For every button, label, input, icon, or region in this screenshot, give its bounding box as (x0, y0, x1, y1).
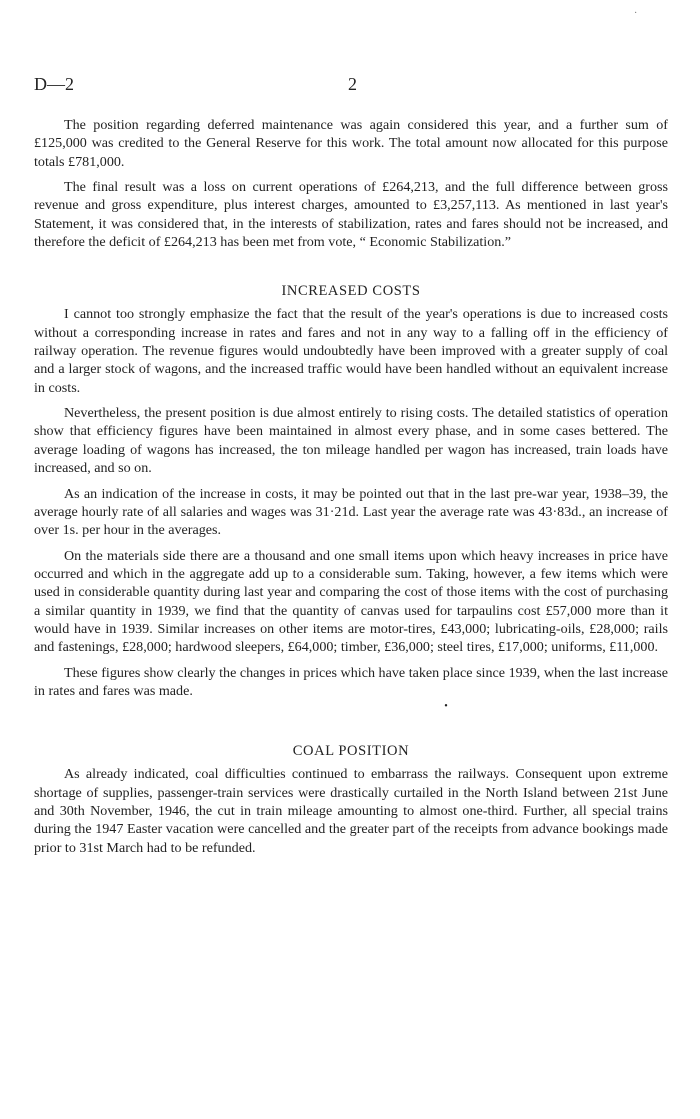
paragraph-increased-costs-4: On the materials side there are a thousand and one small items upon which heavy increases in price have occurred and which in the aggregate add up to a considerable sum. Taking, however, a few items which were used in considerable quantity during last year and comparing the cost of those items with the cost of purchasing a similar quantity in 1939, we find that the quantity of canvas used for tarpaulins cost £57,000 more than it would have in 1939. Similar increases on other items are motor-tires, £43,000; lubricating-oils, £28,000; rails and fastenings, £28,000; hardwood sleepers, £64,000; timber, £36,000; steel tires, £17,000; uniforms, £11,000. (34, 547, 668, 656)
paragraph-increased-costs-2: Nevertheless, the present position is due almost entirely to rising costs. The detailed statistics of operation show that efficiency figures have been maintained in almost every phase, and in some cases bettered. The average loading of wagons has increased, the ton mileage handled per wagon has increased, train loads have increased, and so on. (34, 405, 668, 477)
page-content (34, 116, 668, 864)
page-header (34, 74, 662, 100)
stray-mark: • (444, 701, 448, 713)
paragraph-final-result: The final result was a loss on current operations of £264,213, and the full difference between gross revenue and gross expenditure, plus interest charges, amounted to £3,257,113. As mentioned in last year's Statement, it was considered that, in the interests of stabilization, rates and fares should not be increased, and therefore the deficit of £264,213 has been met from vote, “ Economic Stabilization.” (34, 179, 668, 251)
paragraph-increased-costs-5: These figures show clearly the changes in prices which have taken place since 1939, when the last increase in rates and fares was made. (34, 664, 668, 699)
corner-mark: · (634, 8, 638, 19)
page-number: 2 (348, 74, 357, 94)
paragraph-increased-costs-3: As an indication of the increase in costs, it may be pointed out that in the last pre-war year, 1938–39, the average hourly rate of all salaries and wages was 31·21d. Last year the average rate was 43·83d., an increase of over 1s. per hour in the averages. (34, 485, 668, 539)
heading-coal-position: COAL POSITION (292, 743, 410, 760)
document-code: D—2 (34, 74, 74, 94)
paragraph-deferred-maintenance: The position regarding deferred maintenance was again considered this year, and a further sum of £125,000 was credited to the General Reserve for this work. The total amount now allocated for this purpose totals £781,000. (34, 117, 668, 170)
paragraph-coal-position-1: As already indicated, coal difficulties continued to embarrass the railways. Consequent upon extreme shortage of supplies, passenger-train services were drastically curtailed in the North Island between 21st June and 30th November, 1946, the cut in train mileage amounting to almost one-third. Further, all special trains during the 1947 Easter vacation were cancelled and the greater part of the receipts from advance bookings made prior to 31st March had to be refunded. (34, 766, 668, 856)
heading-increased-costs: INCREASED COSTS (281, 283, 421, 300)
paragraph-increased-costs-1: I cannot too strongly emphasize the fact that the result of the year's operations is due to increased costs without a corresponding increase in rates and fares and not in any way to a falling off in the efficiency of railway operation. The revenue figures would undoubtedly have been improved with a greater supply of coal and a larger stock of wagons, and the increased traffic would have been handled without an equivalent increase in costs. (34, 306, 668, 396)
